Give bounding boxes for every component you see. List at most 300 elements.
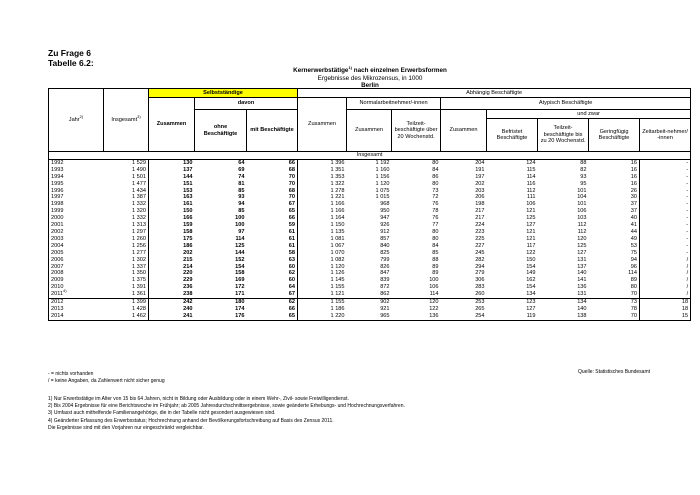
table-cell: 1 332 bbox=[104, 215, 149, 222]
table-cell: 1 145 bbox=[330, 277, 345, 284]
table-cell: 1 155 bbox=[330, 284, 345, 291]
table-cell: 1 081 bbox=[330, 235, 345, 242]
table-cell: 60 bbox=[247, 277, 298, 284]
table-cell: 202 bbox=[475, 180, 485, 187]
table-cell: 114 bbox=[235, 235, 245, 242]
table-cell: 825 bbox=[380, 249, 390, 256]
col-header-zeitarbeit: Zeitarbeit-nehmer/ -innen bbox=[640, 119, 691, 152]
table-cell: 191 bbox=[475, 166, 485, 173]
table-cell: 839 bbox=[380, 277, 390, 284]
row-year: 1997 bbox=[49, 194, 104, 201]
table-cell: 59 bbox=[247, 222, 298, 229]
table-cell: 912 bbox=[380, 228, 390, 235]
table-cell: 70 bbox=[589, 291, 640, 298]
table-cell: 68 bbox=[247, 167, 298, 174]
table-cell: 180 bbox=[235, 299, 245, 306]
table-cell: 282 bbox=[475, 256, 485, 263]
table-cell: 1 150 bbox=[330, 222, 345, 229]
table-cell: - bbox=[640, 188, 691, 195]
table-cell: 1 477 bbox=[104, 181, 149, 188]
col-header-selbst-zusammen: Zusammen bbox=[149, 98, 195, 152]
table-cell: 166 bbox=[183, 215, 193, 222]
table-row bbox=[49, 284, 691, 291]
table-cell: 1 192 bbox=[375, 159, 390, 166]
table-row bbox=[49, 236, 691, 243]
table-cell: 1 302 bbox=[104, 257, 149, 264]
table-cell: 902 bbox=[380, 299, 390, 306]
col-header-teilzeit-ueber: Teilzeit-beschäftigte über 20 Wochenstd. bbox=[392, 110, 441, 152]
table-row bbox=[49, 167, 691, 174]
table-cell: - bbox=[640, 215, 691, 222]
table-cell: 283 bbox=[475, 284, 485, 291]
table-cell: / bbox=[640, 277, 691, 284]
table-cell: 65 bbox=[247, 208, 298, 215]
row-year: 1993 bbox=[49, 167, 104, 174]
table-cell: 121 bbox=[526, 228, 536, 235]
table-cell: 122 bbox=[429, 305, 439, 312]
table-cell: 203 bbox=[475, 187, 485, 194]
table-cell: 116 bbox=[526, 180, 536, 187]
table-cell: 921 bbox=[380, 305, 390, 312]
table-cell: 112 bbox=[577, 222, 587, 229]
col-header-befristet: Befristet Beschäftigte bbox=[487, 119, 538, 152]
table-cell: / bbox=[640, 270, 691, 277]
table-cell: 37 bbox=[589, 208, 640, 215]
table-cell: 150 bbox=[526, 256, 536, 263]
table-cell: 1 120 bbox=[330, 263, 345, 270]
table-cell: 154 bbox=[526, 263, 536, 270]
table-cell: 114 bbox=[429, 291, 439, 298]
table-cell: 67 bbox=[247, 291, 298, 298]
table-cell: 61 bbox=[247, 236, 298, 243]
table-cell: - bbox=[640, 243, 691, 250]
table-cell: 1 156 bbox=[375, 173, 390, 180]
row-year: 2003 bbox=[49, 236, 104, 243]
title-line-3: Berlin bbox=[361, 82, 379, 90]
table-cell: 66 bbox=[247, 159, 298, 166]
table-cell: 64 bbox=[238, 159, 245, 166]
table-cell: 74 bbox=[238, 173, 245, 180]
table-cell: 80 bbox=[432, 159, 439, 166]
table-cell: 115 bbox=[526, 166, 536, 173]
footnote: 1) Nur Erwerbstätige im Alter von 15 bis 64 Jahren, nicht in Bildung oder Ausbildung oder in einem Wehr-, Zivil- sowie Freiwilligendienst. bbox=[48, 396, 349, 402]
table-cell: 163 bbox=[183, 194, 193, 201]
table-cell: - bbox=[640, 159, 691, 166]
table-cell: 82 bbox=[580, 166, 587, 173]
table-cell: 121 bbox=[526, 208, 536, 215]
table-cell: 144 bbox=[183, 173, 193, 180]
table-cell: 171 bbox=[235, 291, 245, 298]
table-row bbox=[49, 299, 691, 306]
table-cell: 799 bbox=[380, 256, 390, 263]
col-header-teilzeit-bis: Teilzeit-beschäftigte bis zu 20 Wochenstd. bbox=[538, 119, 589, 152]
col-header-atypisch: Atypisch Beschäftigte bbox=[441, 98, 691, 110]
table-cell: 1 361 bbox=[104, 291, 149, 298]
table-cell: 93 bbox=[238, 194, 245, 201]
row-year: 1998 bbox=[49, 201, 104, 208]
table-cell: 88 bbox=[580, 159, 587, 166]
table-cell: 134 bbox=[577, 299, 587, 306]
table-cell: 1 278 bbox=[330, 187, 345, 194]
table-cell: 106 bbox=[577, 208, 587, 215]
table-cell: 85 bbox=[238, 187, 245, 194]
table-cell: 18 bbox=[640, 306, 691, 313]
table-cell: 294 bbox=[475, 263, 485, 270]
table-cell: - bbox=[640, 208, 691, 215]
unit-row: Insgesamt bbox=[49, 152, 691, 160]
table-cell: 16 bbox=[589, 167, 640, 174]
table-cell: 1 256 bbox=[104, 243, 149, 250]
table-cell: - bbox=[640, 174, 691, 181]
table-cell: 1 396 bbox=[330, 159, 345, 166]
row-year: 2010 bbox=[49, 284, 104, 291]
table-row bbox=[49, 264, 691, 271]
table-cell: 80 bbox=[432, 180, 439, 187]
table-cell: 220 bbox=[183, 270, 193, 277]
table-cell: 265 bbox=[475, 305, 485, 312]
table-cell: 151 bbox=[183, 180, 193, 187]
table-cell: 89 bbox=[432, 263, 439, 270]
table-cell: 104 bbox=[577, 194, 587, 201]
table-row bbox=[49, 215, 691, 222]
table-row bbox=[49, 291, 691, 298]
heading-frage: Zu Frage 6 bbox=[48, 48, 91, 58]
table-cell: 136 bbox=[392, 313, 441, 320]
table-cell: 1 428 bbox=[104, 306, 149, 313]
table-cell: 44 bbox=[589, 229, 640, 236]
table-cell: 138 bbox=[538, 313, 589, 320]
row-year: 2009 bbox=[49, 277, 104, 284]
table-cell: 1 166 bbox=[330, 208, 345, 215]
table-cell: 86 bbox=[432, 173, 439, 180]
table-cell: 76 bbox=[432, 201, 439, 208]
col-header-davon: davon bbox=[195, 98, 298, 110]
table-cell: 53 bbox=[589, 243, 640, 250]
table-cell: 16 bbox=[589, 159, 640, 166]
table-cell: 85 bbox=[238, 208, 245, 215]
table-row bbox=[49, 159, 691, 166]
row-year: 2011$^{4)}$ bbox=[49, 291, 104, 298]
table-cell: 101 bbox=[577, 187, 587, 194]
table-cell: 130 bbox=[183, 159, 193, 166]
table-cell: 112 bbox=[526, 187, 536, 194]
col-header-abhaengig: Abhängig Beschäftigte bbox=[298, 89, 691, 98]
table-cell: 96 bbox=[589, 264, 640, 271]
table-cell: 73 bbox=[432, 187, 439, 194]
table-cell: 137 bbox=[183, 166, 193, 173]
table-cell: 65 bbox=[247, 313, 298, 320]
table-cell: 103 bbox=[577, 215, 587, 222]
table-cell: - bbox=[640, 250, 691, 257]
table-cell: 127 bbox=[577, 249, 587, 256]
table-cell: 70 bbox=[247, 181, 298, 188]
table-cell: 66 bbox=[247, 306, 298, 313]
table-cell: 1 332 bbox=[104, 201, 149, 208]
table-cell: 968 bbox=[380, 201, 390, 208]
table-cell: 120 bbox=[429, 299, 439, 306]
table-cell: 1 375 bbox=[104, 277, 149, 284]
table-cell: 16 bbox=[589, 174, 640, 181]
table-cell: 41 bbox=[589, 222, 640, 229]
row-year: 1996 bbox=[49, 188, 104, 195]
table-cell: 66 bbox=[247, 215, 298, 222]
table-row bbox=[49, 270, 691, 277]
table-cell: - bbox=[640, 236, 691, 243]
table-cell: 73 bbox=[589, 299, 640, 306]
table-cell: 214 bbox=[183, 263, 193, 270]
row-year: 2004 bbox=[49, 243, 104, 250]
table-cell: 1 221 bbox=[330, 194, 345, 201]
table-cell: 1 529 bbox=[104, 159, 149, 166]
table-cell: 100 bbox=[235, 215, 245, 222]
table-cell: 68 bbox=[247, 188, 298, 195]
table-cell: 131 bbox=[577, 256, 587, 263]
row-year: 1995 bbox=[49, 181, 104, 188]
table-cell: 122 bbox=[526, 249, 536, 256]
col-header-insgesamt: Insgesamt$^{3)}$ bbox=[104, 89, 149, 152]
table-cell: 1 297 bbox=[104, 229, 149, 236]
table-cell: 229 bbox=[183, 277, 193, 284]
row-year: 2007 bbox=[49, 264, 104, 271]
table-cell: 215 bbox=[183, 256, 193, 263]
table-cell: 947 bbox=[380, 215, 390, 222]
table-cell: 84 bbox=[432, 242, 439, 249]
table-cell: 1 350 bbox=[104, 270, 149, 277]
table-cell: 76 bbox=[432, 215, 439, 222]
table-cell: 197 bbox=[475, 173, 485, 180]
table-row bbox=[49, 174, 691, 181]
table-cell: 114 bbox=[526, 173, 536, 180]
table-cell: 84 bbox=[432, 166, 439, 173]
table-cell: 241 bbox=[149, 313, 195, 320]
table-cell: 1 186 bbox=[330, 305, 345, 312]
table-cell: 62 bbox=[247, 270, 298, 277]
table-cell: 78 bbox=[432, 208, 439, 215]
table-cell: 121 bbox=[526, 235, 536, 242]
col-header-mit: mit Beschäftigte bbox=[247, 110, 298, 152]
table-cell: 154 bbox=[526, 284, 536, 291]
table-cell: 1 337 bbox=[104, 264, 149, 271]
table-cell: 69 bbox=[238, 166, 245, 173]
table-cell: / bbox=[640, 291, 691, 298]
legend-line: - = nichts vorhanden bbox=[48, 371, 94, 377]
table-cell: 78 bbox=[589, 306, 640, 313]
row-year: 1999 bbox=[49, 208, 104, 215]
table-cell: 123 bbox=[526, 299, 536, 306]
table-cell: 144 bbox=[235, 249, 245, 256]
table-cell: 26 bbox=[589, 188, 640, 195]
col-header-abh-zusammen: Zusammen bbox=[298, 98, 347, 152]
table-cell: - bbox=[640, 229, 691, 236]
table-cell: 140 bbox=[577, 270, 587, 277]
table-cell: 1 075 bbox=[375, 187, 390, 194]
legend-line: / = keine Angaben, da Zahlenwert nicht sicher genug bbox=[48, 378, 165, 385]
table-cell: 81 bbox=[238, 180, 245, 187]
table-cell: 94 bbox=[589, 257, 640, 264]
table-cell: 1 353 bbox=[330, 173, 345, 180]
table-cell: 40 bbox=[589, 215, 640, 222]
table-row bbox=[49, 229, 691, 236]
table-cell: 245 bbox=[475, 249, 485, 256]
table-cell: 872 bbox=[380, 284, 390, 291]
table-cell: 1 082 bbox=[330, 256, 345, 263]
table-cell: 1 155 bbox=[330, 299, 345, 306]
table-cell: 16 bbox=[589, 181, 640, 188]
table-cell: 153 bbox=[183, 187, 193, 194]
row-year: 2001 bbox=[49, 222, 104, 229]
table-cell: 89 bbox=[432, 270, 439, 277]
table-row bbox=[49, 222, 691, 229]
table-cell: 159 bbox=[183, 222, 193, 229]
table-cell: 1 015 bbox=[375, 194, 390, 201]
table-cell: 1 135 bbox=[330, 228, 345, 235]
table-cell: 175 bbox=[183, 235, 193, 242]
table-cell: 70 bbox=[247, 194, 298, 201]
table-cell: 117 bbox=[526, 242, 536, 249]
table-cell: 242 bbox=[183, 299, 193, 306]
table-cell: 137 bbox=[577, 263, 587, 270]
row-year: 1992 bbox=[49, 159, 104, 166]
table-cell: 926 bbox=[380, 222, 390, 229]
table-row bbox=[49, 257, 691, 264]
heading-tabelle: Tabelle 6.2: bbox=[48, 58, 94, 68]
table-cell: 965 bbox=[347, 313, 392, 320]
table-cell: 112 bbox=[577, 228, 587, 235]
row-year: 2012 bbox=[49, 299, 104, 306]
table-cell: 67 bbox=[247, 201, 298, 208]
table-cell: 169 bbox=[235, 277, 245, 284]
table-cell: 1 501 bbox=[104, 174, 149, 181]
table-cell: 1 260 bbox=[104, 236, 149, 243]
table-cell: 950 bbox=[380, 208, 390, 215]
table-cell: 77 bbox=[432, 222, 439, 229]
table-row bbox=[49, 181, 691, 188]
table-cell: 202 bbox=[183, 249, 193, 256]
table-cell: 279 bbox=[475, 270, 485, 277]
table-cell: 61 bbox=[247, 243, 298, 250]
table-cell: 80 bbox=[432, 235, 439, 242]
table-cell: 106 bbox=[429, 284, 439, 291]
table-cell: 70 bbox=[247, 174, 298, 181]
table-row bbox=[49, 250, 691, 257]
table-cell: 114 bbox=[589, 270, 640, 277]
table-cell: - bbox=[640, 194, 691, 201]
table-cell: 88 bbox=[432, 256, 439, 263]
table-cell: 236 bbox=[183, 284, 193, 291]
table-cell: 1 313 bbox=[104, 222, 149, 229]
col-header-jahr: Jahr$^{2)}$ bbox=[49, 89, 104, 152]
table-cell: 111 bbox=[527, 194, 536, 201]
table-cell: 97 bbox=[238, 228, 245, 235]
table-cell: - bbox=[640, 222, 691, 229]
table-cell: 131 bbox=[577, 291, 587, 298]
table-cell: 1 399 bbox=[104, 299, 149, 306]
row-year: 2005 bbox=[49, 250, 104, 257]
table-cell: / bbox=[640, 264, 691, 271]
table-cell: 72 bbox=[432, 194, 439, 201]
col-header-ohne: ohne Beschäftigte bbox=[195, 110, 247, 152]
table-cell: 101 bbox=[577, 201, 587, 208]
table-cell: 18 bbox=[640, 299, 691, 306]
table-cell: 70 bbox=[589, 313, 640, 320]
table-cell: 136 bbox=[577, 284, 587, 291]
table-title bbox=[230, 64, 510, 90]
table-cell: 80 bbox=[432, 228, 439, 235]
table-cell: 150 bbox=[183, 208, 193, 215]
data-table bbox=[48, 88, 691, 321]
footnote: 4) Geänderter Erfassung des Erwerbsstatus; Hochrechnung anhand der Bevölkerungsfortschreibung auf Basis des Zensus 2011. bbox=[48, 417, 334, 424]
table-cell: 176 bbox=[195, 313, 247, 320]
table-cell: 58 bbox=[247, 250, 298, 257]
table-cell: 62 bbox=[247, 299, 298, 306]
table-cell: 1 490 bbox=[104, 167, 149, 174]
table-cell: 1 166 bbox=[330, 201, 345, 208]
table-cell: 158 bbox=[183, 228, 193, 235]
table-cell: 238 bbox=[183, 291, 193, 298]
table-cell: 152 bbox=[235, 256, 245, 263]
table-cell: - bbox=[640, 201, 691, 208]
table-row bbox=[49, 277, 691, 284]
table-cell: 847 bbox=[380, 270, 390, 277]
table-cell: 217 bbox=[475, 208, 485, 215]
table-cell: 1 322 bbox=[330, 180, 345, 187]
table-cell: - bbox=[640, 167, 691, 174]
row-year: 2013 bbox=[49, 306, 104, 313]
table-cell: 119 bbox=[487, 313, 538, 320]
footnote: 2) Bis 2004 Ergebnisse für eine Berichtswoche im Frühjahr; ab 2005 Jahresdurchschnittsergebnisse, sowie geänderte Erhebungs- und Hochrechnungsverfahren. bbox=[48, 403, 405, 410]
table-cell: 857 bbox=[380, 235, 390, 242]
table-cell: 100 bbox=[235, 222, 245, 229]
table-cell: 1 120 bbox=[375, 180, 390, 187]
table-cell: 154 bbox=[235, 263, 245, 270]
table-cell: 85 bbox=[432, 249, 439, 256]
table-cell: 161 bbox=[183, 201, 193, 208]
table-cell: 826 bbox=[380, 263, 390, 270]
row-year: 2008 bbox=[49, 270, 104, 277]
source-note: Quelle: Statistisches Bundesamt bbox=[578, 369, 650, 375]
table-row bbox=[49, 201, 691, 208]
col-header-atyp-zusammen: Zusammen bbox=[441, 110, 487, 152]
table-cell: 172 bbox=[235, 284, 245, 291]
row-year: 2002 bbox=[49, 229, 104, 236]
table-cell: 93 bbox=[580, 173, 587, 180]
table-cell: 94 bbox=[238, 201, 245, 208]
table-cell: 15 bbox=[640, 313, 691, 320]
table-cell: 1 434 bbox=[104, 188, 149, 195]
table-cell: 174 bbox=[235, 305, 245, 312]
row-year: 2014 bbox=[49, 313, 104, 320]
footnote: 3) Umfasst auch mithelfende Familienangehörige, die in der Tabelle nicht gesondert ausgewiesen sind. bbox=[48, 410, 276, 417]
table-cell: 1 126 bbox=[330, 270, 345, 277]
table-cell: 1 387 bbox=[104, 194, 149, 201]
table-cell: 89 bbox=[589, 277, 640, 284]
table-cell: 127 bbox=[526, 305, 536, 312]
col-header-geringfuegig: Geringfügig Beschäftigte bbox=[589, 119, 640, 152]
table-cell: 227 bbox=[475, 242, 485, 249]
title-line-2: Ergebnisse des Mikrozensus, in 1000 bbox=[317, 74, 423, 82]
table-cell: 125 bbox=[577, 242, 587, 249]
table-cell: - bbox=[640, 181, 691, 188]
table-cell: / bbox=[640, 257, 691, 264]
table-cell: 1 160 bbox=[375, 166, 390, 173]
table-cell: 49 bbox=[589, 236, 640, 243]
table-cell: 240 bbox=[183, 305, 193, 312]
table-cell: 260 bbox=[475, 291, 485, 298]
table-cell: 30 bbox=[589, 194, 640, 201]
footnote: Die Ergebnisse sind mit den Vorjahren nur eingeschränkt vergleichbar. bbox=[48, 424, 204, 431]
table-cell: 198 bbox=[475, 201, 485, 208]
table-cell: 60 bbox=[247, 264, 298, 271]
